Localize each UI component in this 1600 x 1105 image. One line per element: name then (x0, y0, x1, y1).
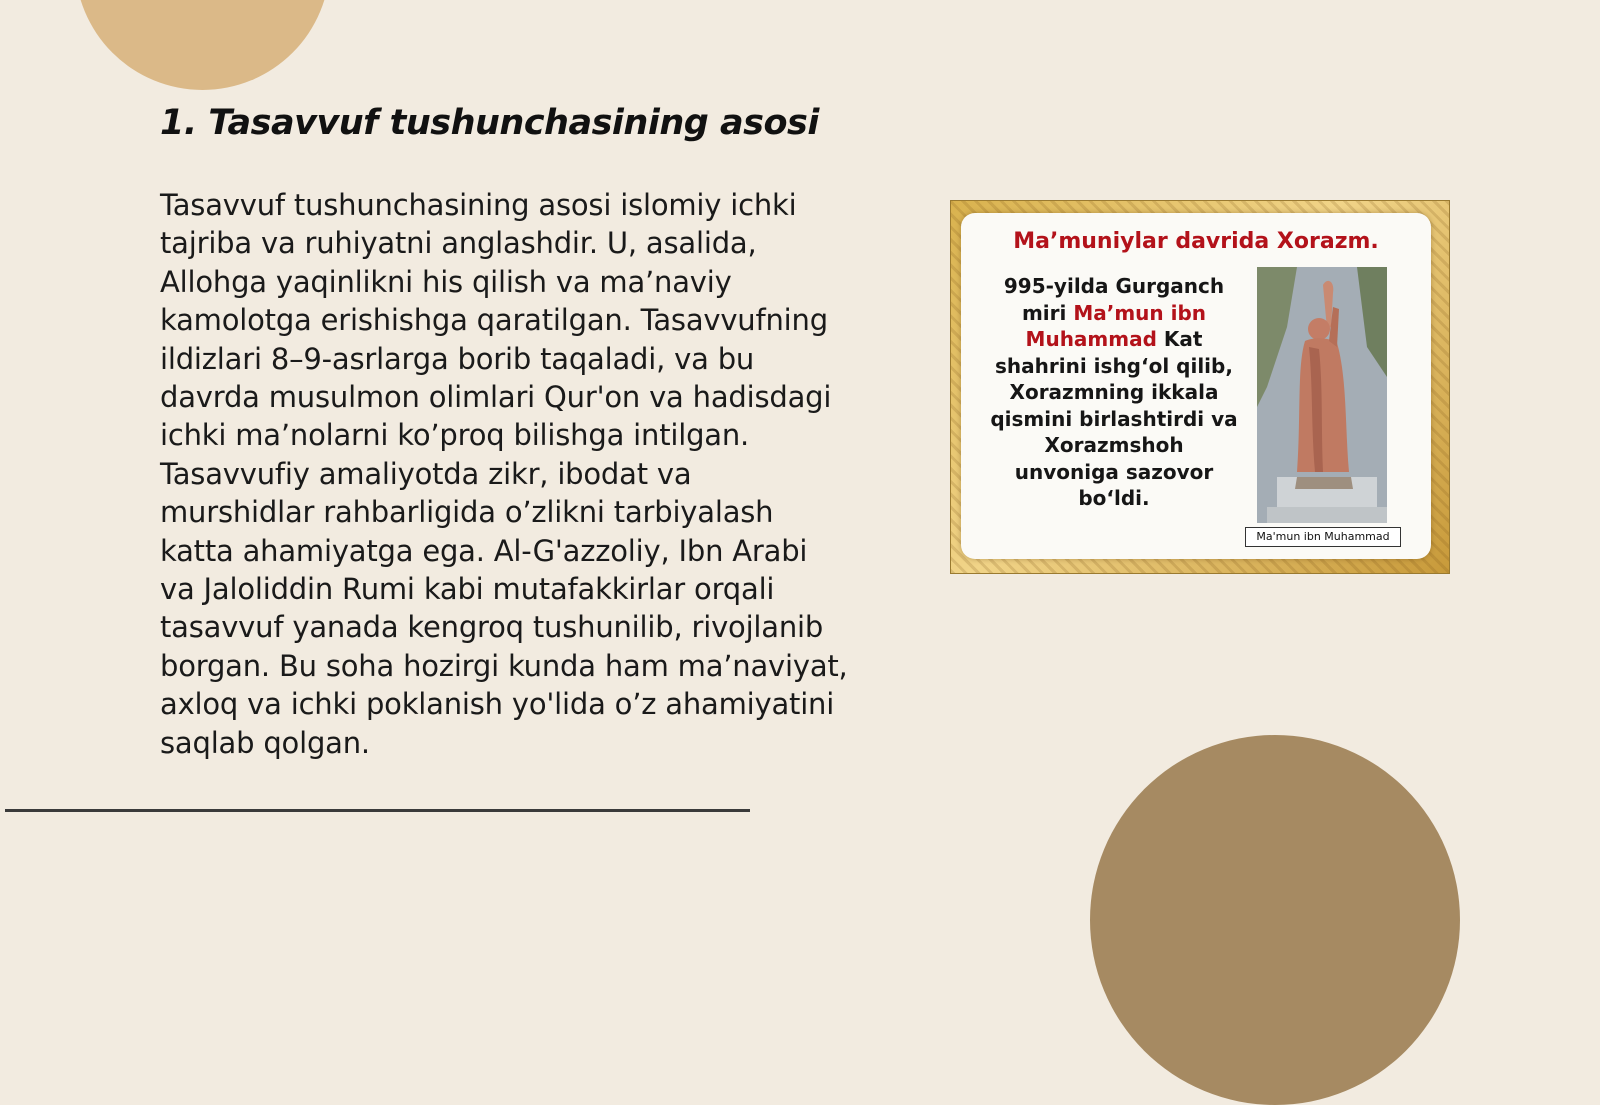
caption-highlight-name: Ma’mun ibn Muhammad (1025, 300, 1207, 351)
statue-illustration (1257, 267, 1387, 523)
slide-title: 1. Tasavvuf tushunchasining asosi (160, 103, 819, 143)
decorative-circle-top (75, 0, 330, 90)
picture-frame (950, 200, 1450, 574)
picture-caption (989, 273, 1239, 512)
statue-photo (1257, 267, 1387, 523)
photo-label: Ma'mun ibn Muhammad (1245, 527, 1401, 547)
decorative-circle-bottom (1090, 735, 1460, 1105)
divider-line (5, 809, 750, 812)
picture-title: Ma’muniylar davrida Xorazm. (1013, 229, 1379, 254)
caption-text-start: 995-yilda Gurganch miri (1003, 274, 1225, 325)
caption-text-end: Kat shahrini ishg‘ol qilib, Xorazmning ikkala qismini birlashtirdi va Xorazmshoh unvoniga sazovor bo‘ldi. (990, 327, 1238, 510)
picture-card (961, 213, 1431, 559)
slide-body-text: Tasavvuf tushunchasining asosi islomiy ichki tajriba va ruhiyatni anglashdir. U, asalida, Allohga yaqinlikni his qilish va ma’naviy kamolotga erishishga qaratilgan. Tasavvufning ildizlari 8–9-asrlarga borib taqaladi, va bu davrda musulmon olimlari Qur'on va hadisdagi ichki ma’nolarni ko’proq bilishga intilgan. Tasavvufiy amaliyotda zikr, ibodat va murshidlar rahbarligida o’zlikni tarbiyalash katta ahamiyatga ega. Al-G'azzoliy, Ibn Arabi va Jaloliddin Rumi kabi mutafakkirlar orqali tasavvuf yanada kengroq tushunilib, rivojlanib borgan. Bu soha hozirgi kunda ham ma’naviyat, axloq va ichki poklanish yo'lida o’z ahamiyatini saqlab qolgan. (160, 188, 848, 760)
